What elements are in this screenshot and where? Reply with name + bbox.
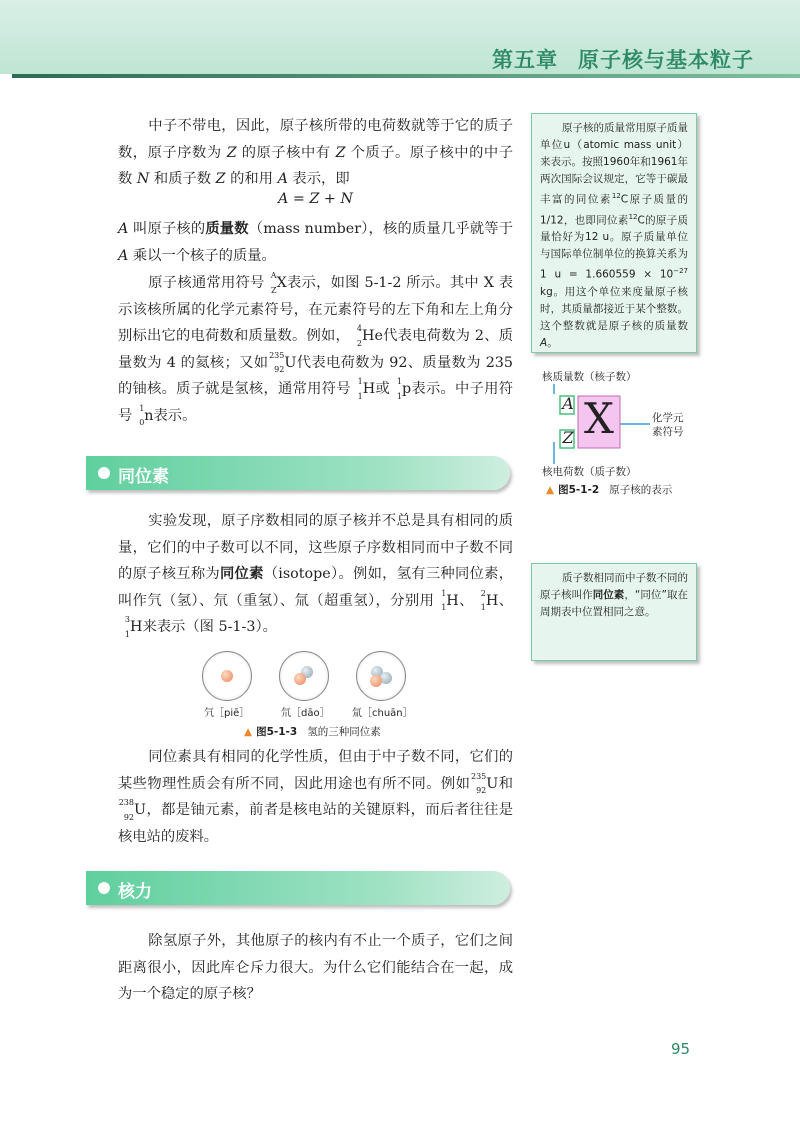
paragraph-6 xyxy=(118,928,513,1008)
p3-text: 表示。中子用符号 xyxy=(118,381,513,424)
note-text: 质子数相同而中子数不同的原子核叫作 xyxy=(540,572,688,601)
diagram-a: A xyxy=(562,394,574,413)
var-z: Z xyxy=(226,144,237,161)
p3-text: 原子核通常用符号 xyxy=(148,275,265,291)
atom-tritium xyxy=(356,651,406,701)
note-superscript: 12 xyxy=(611,192,621,200)
p2-text: （mass number），核的质量几乎就等 xyxy=(248,221,499,237)
label-line: 素符号 xyxy=(652,426,684,438)
p1-text: 的原子核中有 xyxy=(236,144,336,161)
note-var-a: A xyxy=(540,336,548,349)
nuclide-u: 235 92 U xyxy=(269,350,297,374)
nuclide-n: 1 0 n xyxy=(139,403,154,427)
nuclide-u238: 238 92 U xyxy=(118,798,147,822)
p1-text: 质子数，原子序数为 xyxy=(118,118,514,161)
p3-text: 表示，如图 5-1-2 所示。其中 X 表示该核所属的化学元素符号，在元素符号的左下角和左上角分别标出它的电荷数和质量数。例如， xyxy=(118,275,513,344)
section-title: 核力 xyxy=(118,882,152,902)
note-text: 。 xyxy=(547,336,558,349)
p1-text: 个质子。原子核中 xyxy=(345,144,470,161)
p3-text: 或 xyxy=(375,381,391,397)
p3-text: 代表电荷数为 92、质量数为 235 的铀核。质子就是氢核，通常用符号 xyxy=(118,354,513,397)
bullet-dot xyxy=(98,467,110,479)
p3-text: 表示。 xyxy=(153,407,197,424)
figure-5-1-2-caption xyxy=(546,482,672,497)
term-mass-number: 质量数 xyxy=(205,221,249,237)
p4-text: 、 xyxy=(498,592,513,609)
page-number: 95 xyxy=(671,1040,691,1058)
note-superscript: −27 xyxy=(673,267,688,275)
section-title: 同位素 xyxy=(118,467,169,487)
p2-text: 乘以一个核子的质量。 xyxy=(128,247,276,264)
atom-label: 氘［dāo］ xyxy=(281,708,330,719)
nuclide-h: 1 1 H xyxy=(357,377,376,401)
label-element-symbol xyxy=(652,411,684,439)
bullet-dot xyxy=(98,882,110,894)
proton xyxy=(370,675,382,687)
paragraph-4 xyxy=(118,508,513,641)
var-n: N xyxy=(136,171,150,187)
chapter-title xyxy=(492,44,754,74)
p1-text: 和质子数 xyxy=(149,171,216,187)
term-isotope: 同位素 xyxy=(219,566,264,582)
nuclide-h3: 3 1 H xyxy=(124,615,143,639)
header-rule xyxy=(12,74,800,78)
var-z: Z xyxy=(335,144,346,161)
p5-text: 和 xyxy=(498,775,514,792)
atom-deuterium xyxy=(279,651,329,701)
nuclide-h2: 2 1 H xyxy=(480,588,499,612)
diagram-z: Z xyxy=(562,428,574,447)
nuclide-he: 4 2 He xyxy=(356,324,383,348)
section-header-isotopes xyxy=(86,456,510,490)
triangle-icon: ▲ xyxy=(546,484,555,496)
figure-5-1-3-caption xyxy=(244,724,381,739)
proton xyxy=(221,670,233,682)
p1-text: 表示，即 xyxy=(287,171,350,187)
triangle-icon: ▲ xyxy=(244,726,253,738)
p1-text: 的和用 xyxy=(225,171,278,187)
chapter-name: 原子核与基本粒子 xyxy=(578,48,754,72)
note-text: C的原子质量恰好为12 u。原子质量单位与国际单位制单位的换算关系为1 u = 1.660559 × 10 xyxy=(540,214,688,281)
atom-label: 氚［chuān］ xyxy=(352,708,413,719)
note-text: kg。用这个单位来度量原子核时，其质量都接近于某个整数。这个整数就是原子核的质量数 xyxy=(540,285,688,332)
diagram-x: X xyxy=(584,394,614,443)
note-text: ，“同位”取在周期表中位置相同之意。 xyxy=(540,589,688,618)
p1-line1: 中子不带电，因此，原子核所带的电荷数就等于它的 xyxy=(148,118,485,134)
p5-text: ，都是铀元素，前者是核电站的关键原料，而后者往往是核电站的废料。 xyxy=(118,802,513,845)
paragraph-3 xyxy=(118,270,513,429)
var-z: Z xyxy=(215,171,226,187)
section-header-nuclear-force xyxy=(86,871,510,905)
p4-text: 实验发现，原子序数相同的原子核并不总是具有相同的质量，它们的中子数可以不同，这些原子序数相同而中子数不同的原子核互称为 xyxy=(118,513,513,582)
sidebar-note-atomic-mass-unit xyxy=(531,113,697,353)
nuclide-u235: 235 92 U xyxy=(470,771,499,795)
caption-text: 氢的三种同位素 xyxy=(307,726,381,738)
p6-text: 除氢原子外，其他原子的核内有不止一个质子，它们之间距离很小，因此库仑斥力很大。为什么它们能结合在一起，成为一个稳定的原子核？ xyxy=(118,933,513,1002)
note-text: C原子质量的1/12，也即同位素 xyxy=(540,193,688,226)
paragraph-2 xyxy=(118,216,513,269)
nuclide-h1: 1 1 H xyxy=(441,588,459,612)
note-text: 原子核的质量常用原子质量单位u（atomic mass unit）来表示。按照1960年和1961年两次国际会议规定，它等于碳最丰富的同位素 xyxy=(540,122,688,206)
caption-number: 图5-1-2 xyxy=(558,484,600,496)
p4-text: 、 xyxy=(458,592,474,609)
label-mass-number: 核质量数（核子数） xyxy=(542,371,637,383)
atom-protium xyxy=(202,651,252,701)
paragraph-5 xyxy=(118,744,513,850)
p4-text: （isotope）。例如，氢有三种同位素，叫作氕（氢）、氘（重氢）、氚（超重氢），分别用 xyxy=(118,566,514,609)
label-charge-number: 核电荷数（质子数） xyxy=(542,466,637,478)
chapter-number: 第五章 xyxy=(492,48,558,72)
nuclide-symbol-x: A Z X xyxy=(270,271,287,295)
note-superscript: 12 xyxy=(628,212,638,221)
var-a: A xyxy=(277,171,288,187)
note-term: 同位素 xyxy=(592,589,625,601)
sidebar-note-isotope xyxy=(531,563,697,661)
nuclide-p: 1 1 p xyxy=(396,377,412,401)
p3-text: 代表电荷数为 2、质量数为 4 的氦核；又如 xyxy=(118,328,514,371)
proton xyxy=(294,673,306,685)
paragraph-1 xyxy=(118,113,513,193)
p5-text: 同位素具有相同的化学性质，但由于中子数不同，它们的某些物理性质会有所不同，因此用途也有所不同。例如 xyxy=(118,749,513,792)
caption-number: 图5-1-3 xyxy=(256,726,298,738)
atom-label: 氕［piē］ xyxy=(204,708,250,719)
var-a: A xyxy=(118,247,129,264)
p2-text: 叫原子核的 xyxy=(128,221,206,237)
p1-text: 的中子数 xyxy=(118,144,514,187)
p2-text: 于 xyxy=(498,221,513,237)
caption-text: 原子核的表示 xyxy=(609,484,673,496)
label-line: 化学元 xyxy=(652,412,684,424)
mass-number-equation: A = Z + N xyxy=(278,191,353,207)
p4-text: 来表示（图 5-1-3）。 xyxy=(142,619,277,635)
var-a: A xyxy=(118,221,129,237)
